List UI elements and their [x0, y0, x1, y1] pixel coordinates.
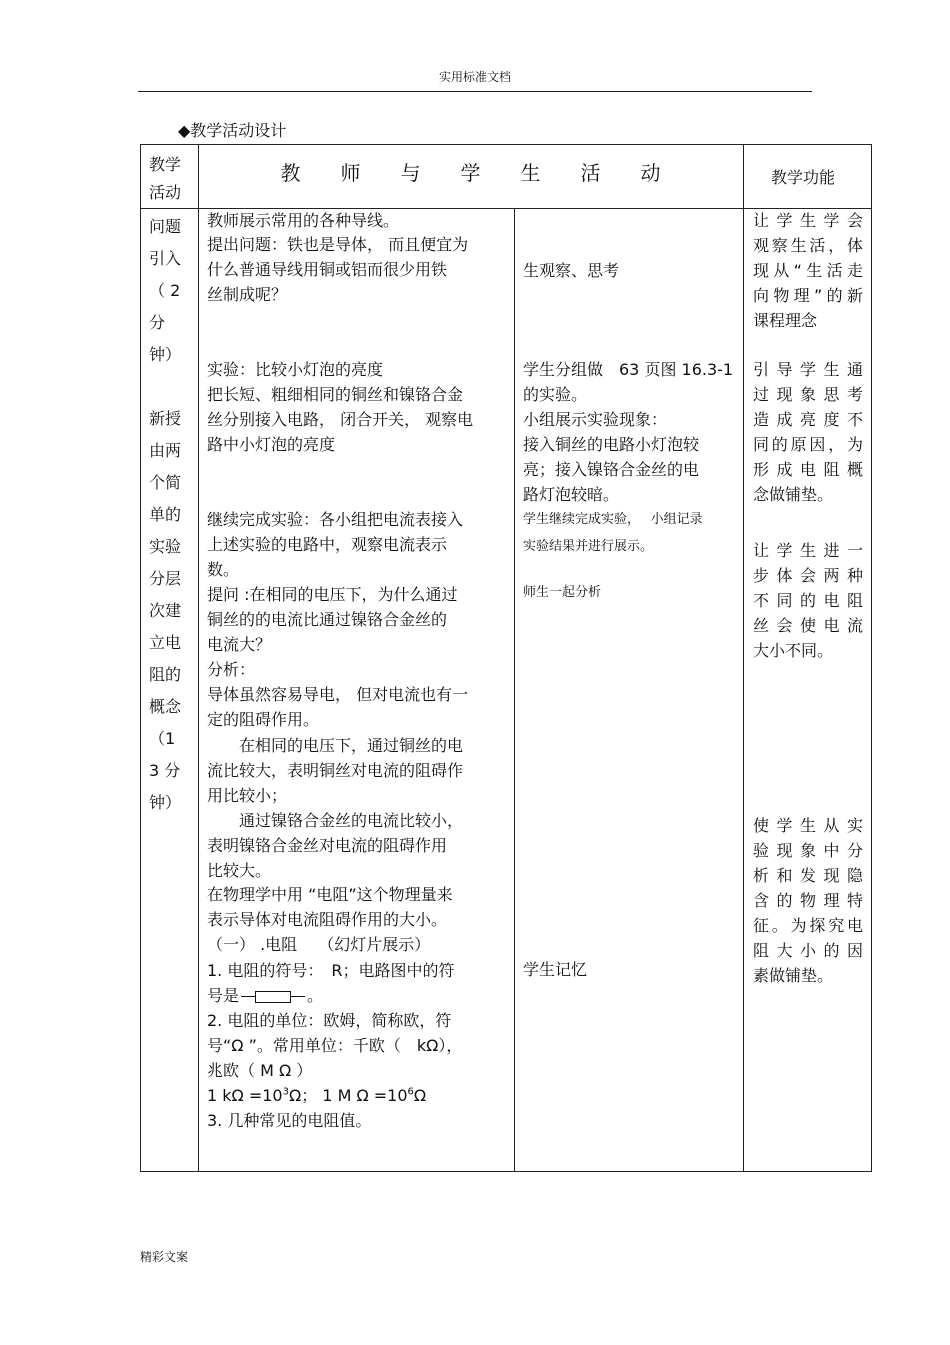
header-divider	[138, 91, 812, 92]
function-line: 课程理念	[753, 311, 818, 330]
student-line: 生观察、思考	[523, 261, 620, 280]
function-line: 同的原因，为	[753, 435, 863, 454]
section-title: ◆教学活动设计	[178, 121, 287, 140]
function-line: 阻大小的因	[753, 941, 863, 960]
teacher-line-text: 。	[307, 986, 324, 1005]
column-divider	[514, 208, 515, 1171]
column-divider	[743, 145, 744, 1171]
function-line: 让学生进一	[753, 541, 863, 560]
teacher-line: 提问 :在相同的电压下，为什么通过	[207, 585, 458, 604]
unit-text: 1 kΩ =10	[207, 1086, 283, 1105]
function-line: 含的物理特	[753, 891, 863, 910]
unit-exponent: 3	[282, 1086, 289, 1098]
teacher-line: 流比较大，表明铜丝对电流的阻碍作	[207, 761, 464, 780]
teacher-line: 3. 几种常见的电阻值。	[207, 1111, 372, 1130]
teacher-line: 表示导体对电流阻碍作用的大小。	[207, 910, 448, 929]
head-col2: 教 师 与 学 生 活 动	[280, 161, 661, 185]
student-line: 师生一起分析	[523, 585, 602, 600]
student-line: 路灯泡较暗。	[523, 485, 620, 504]
activity-new-lesson: 新授由两个简单的实验分层次建立电阻的概念（13 分钟）	[149, 409, 182, 812]
page-header-title: 实用标准文档	[438, 70, 511, 84]
column-divider	[198, 145, 199, 1171]
unit-text: Ω； 1 M Ω =10	[288, 1086, 408, 1105]
function-line: 验现象中分	[753, 841, 863, 860]
student-line: 小组展示实验现象：	[523, 410, 668, 429]
function-block	[753, 538, 863, 663]
function-line: 不同的电阻	[753, 591, 863, 610]
function-line: 析和发现隐	[753, 866, 863, 885]
function-line: 让学生学会	[753, 211, 863, 230]
head-col1	[149, 151, 181, 207]
teacher-line-units	[207, 1083, 426, 1108]
function-line: 向物理”的新	[753, 286, 863, 305]
function-line: 观察生活，体	[753, 236, 863, 255]
function-line: 征。为探究电	[753, 916, 863, 935]
teacher-line-resistor	[207, 983, 323, 1008]
student-line: 的实验。	[523, 385, 588, 404]
teacher-line: 在物理学中用 “电阻”这个物理量来	[207, 885, 453, 904]
teacher-line: 比较大。	[207, 861, 272, 880]
teacher-line: 丝分别接入电路， 闭合开关， 观察电	[207, 410, 474, 429]
teacher-line-text: 号是	[207, 986, 240, 1005]
function-block	[753, 813, 863, 988]
resistor-symbol-icon	[241, 990, 305, 1004]
student-line: 学生记忆	[523, 960, 588, 979]
teacher-line: （一） .电阻 （幻灯片展示）	[207, 935, 431, 954]
teacher-line: 丝制成呢？	[207, 285, 288, 304]
teacher-line: 号“Ω ”。常用单位：千欧（ kΩ），	[207, 1036, 463, 1055]
activity-table	[140, 144, 872, 1172]
function-line: 步体会两种	[753, 566, 863, 585]
teacher-line: 把长短、粗细相同的铜丝和镍铬合金	[207, 385, 464, 404]
teacher-line: 表明镍铬合金丝对电流的阻碍作用	[207, 836, 448, 855]
function-line: 现从“生活走	[753, 261, 863, 280]
head-col3: 教学功能	[771, 168, 836, 187]
teacher-line: 提出问题：铁也是导体， 而且便宜为	[207, 235, 469, 254]
teacher-line: 在相同的电压下，通过铜丝的电	[207, 736, 464, 755]
teacher-line: 电流大？	[207, 635, 272, 654]
teacher-line: 导体虽然容易导电， 但对电流也有一	[207, 685, 469, 704]
teacher-line: 铜丝的的电流比通过镍铬合金丝的	[207, 610, 448, 629]
function-line: 大小不同。	[753, 641, 834, 660]
teacher-line: 路中小灯泡的亮度	[207, 435, 336, 454]
function-line: 使学生从实	[753, 816, 863, 835]
function-block	[753, 357, 863, 507]
teacher-line: 什么普通导线用铜或铝而很少用铁	[207, 260, 448, 279]
student-line: 亮；接入镍铬合金丝的电	[523, 460, 700, 479]
page-footer: 精彩文案	[140, 1250, 189, 1264]
function-line: 素做铺垫。	[753, 966, 834, 985]
teacher-line: 分析：	[207, 660, 256, 679]
teacher-line: 用比较小；	[207, 786, 288, 805]
function-line: 过现象思考	[753, 385, 863, 404]
activity-intro: 问题引入（ 2 分钟）	[149, 217, 182, 364]
teacher-line: 通过镍铬合金丝的电流比较小，	[207, 811, 464, 830]
unit-text: Ω	[413, 1086, 427, 1105]
student-line: 学生分组做 63 页图 16.3-1	[523, 360, 734, 379]
function-line: 念做铺垫。	[753, 485, 834, 504]
teacher-line: 继续完成实验：各小组把电流表接入	[207, 510, 464, 529]
teacher-line: 定的阻碍作用。	[207, 710, 320, 729]
function-block	[753, 208, 863, 333]
unit-exponent: 6	[407, 1086, 414, 1098]
head-col1-line: 教学	[149, 155, 182, 174]
teacher-line: 上述实验的电路中，观察电流表示	[207, 535, 448, 554]
teacher-line: 实验：比较小灯泡的亮度	[207, 360, 384, 379]
function-line: 丝会使电流	[753, 616, 863, 635]
teacher-line: 教师展示常用的各种导线。	[207, 211, 400, 230]
function-line: 形成电阻概	[753, 460, 863, 479]
head-col1-line: 活动	[149, 183, 182, 202]
student-line: 实验结果并进行展示。	[523, 539, 654, 554]
student-line: 接入铜丝的电路小灯泡较	[523, 435, 700, 454]
teacher-line: 1. 电阻的符号： R；电路图中的符	[207, 961, 455, 980]
student-line: 学生继续完成实验， 小组记录	[523, 512, 703, 527]
function-line: 造成亮度不	[753, 410, 863, 429]
function-line: 引导学生通	[753, 360, 863, 379]
teacher-line: 2. 电阻的单位：欧姆，简称欧，符	[207, 1011, 452, 1030]
teacher-line: 数。	[207, 560, 240, 579]
teacher-line: 兆欧（ M Ω ）	[207, 1061, 313, 1080]
